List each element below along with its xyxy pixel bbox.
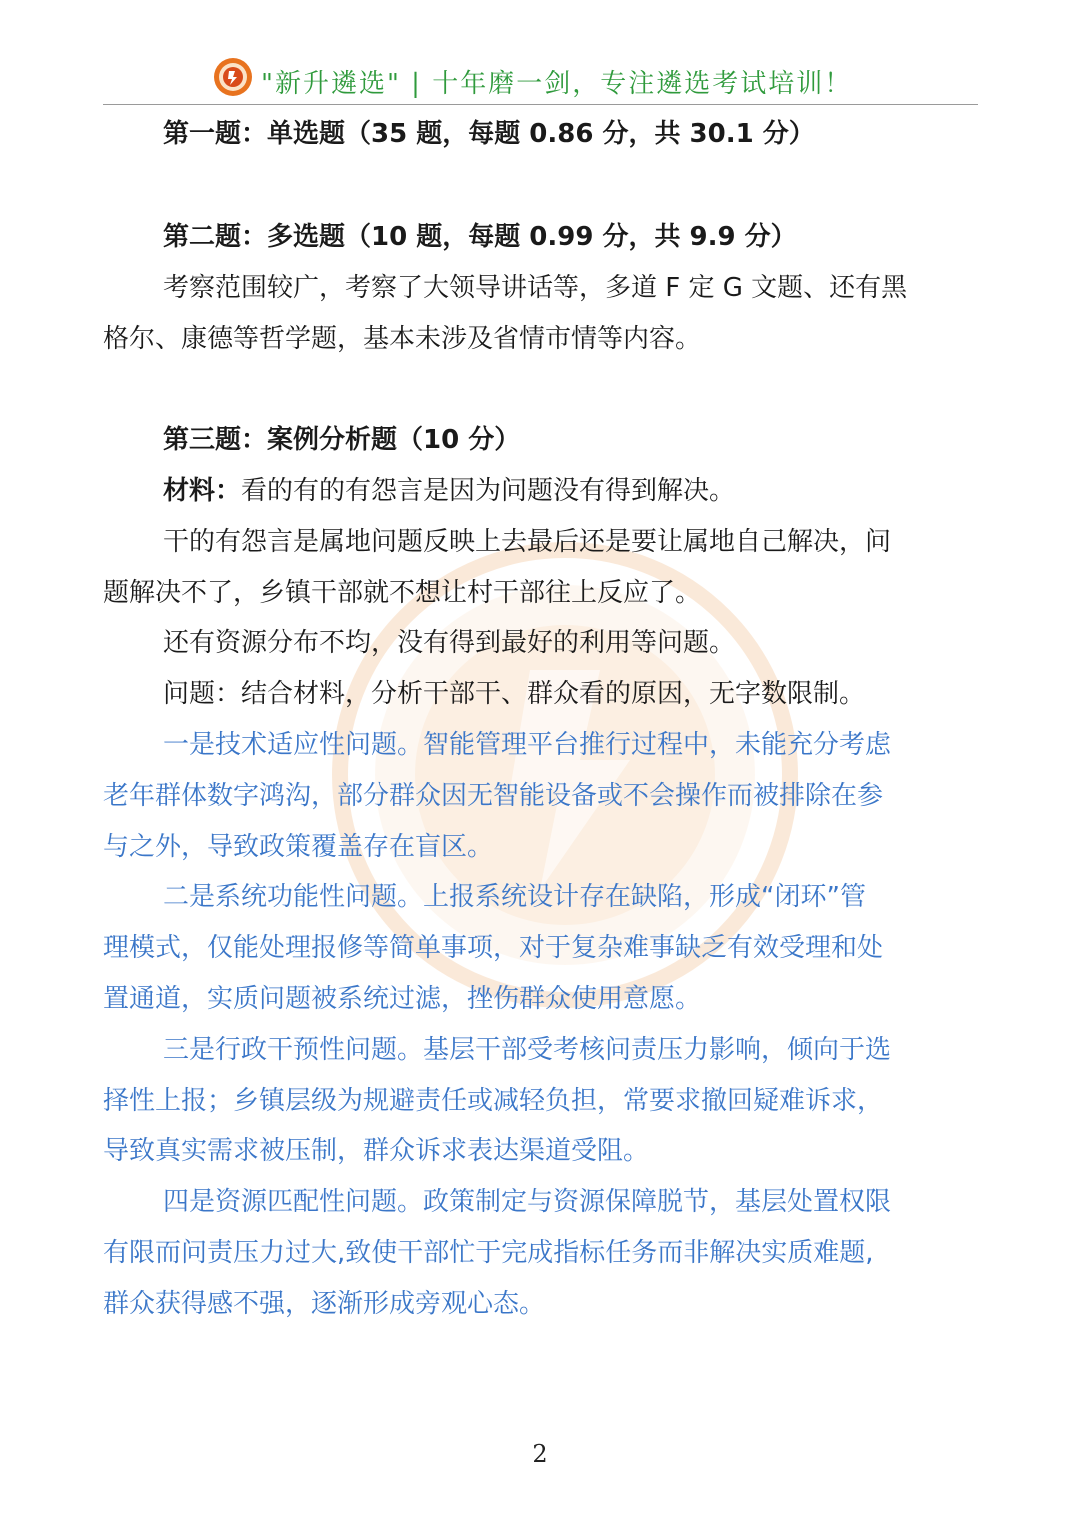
answer-3-line-1: 三是行政干预性问题。基层干部受考核问责压力影响，倾向于选 [163, 1035, 892, 1065]
material-text: 看的有的有怨言是因为问题没有得到解决。 [241, 476, 736, 506]
answer-1-line-1: 一是技术适应性问题。智能管理平台推行过程中，未能充分考虑 [163, 730, 892, 760]
q3-title: 第三题：案例分析题（10 分） [163, 425, 521, 455]
page-header [103, 52, 978, 105]
q1-title: 第一题：单选题（35 题，每题 0.86 分，共 30.1 分） [163, 119, 815, 149]
answer-1-line-3: 与之外，导致政策覆盖存在盲区。 [103, 832, 494, 862]
header-title: "新升遴选" | 十年磨一剑，专注遴选考试培训！ [261, 69, 853, 99]
answer-2-line-1: 二是系统功能性问题。上报系统设计存在缺陷，形成“闭环”管 [163, 882, 866, 912]
answer-1-line-2: 老年群体数字鸿沟，部分群众因无智能设备或不会操作而被排除在参 [103, 781, 884, 811]
q2-title: 第二题：多选题（10 题，每题 0.99 分，共 9.9 分） [163, 222, 797, 252]
question-line: 问题：结合材料，分析干部干、群众看的原因，无字数限制。 [163, 679, 866, 709]
brand-logo-icon [213, 57, 253, 97]
answer-3-line-2: 择性上报；乡镇层级为规避责任或减轻负担，常要求撤回疑难诉求， [103, 1086, 884, 1116]
paragraph-2: 还有资源分布不均，没有得到最好的利用等问题。 [163, 628, 736, 658]
material-line [103, 474, 1038, 508]
page-number: 2 [532, 1440, 548, 1468]
answer-4-line-2: 有限而问责压力过大,致使干部忙于完成指标任务而非解决实质难题, [103, 1238, 874, 1268]
answer-2-line-2: 理模式，仅能处理报修等简单事项，对于复杂难事缺乏有效受理和处 [103, 933, 884, 963]
answer-4-line-3: 群众获得感不强，逐渐形成旁观心态。 [103, 1289, 546, 1319]
paragraph-1-line-2: 题解决不了，乡镇干部就不想让村干部往上反应了。 [103, 578, 702, 608]
q2-description-line-2: 格尔、康德等哲学题，基本未涉及省情市情等内容。 [103, 324, 702, 354]
answer-4-line-1: 四是资源匹配性问题。政策制定与资源保障脱节，基层处置权限 [163, 1187, 892, 1217]
answer-2-line-3: 置通道，实质问题被系统过滤，挫伤群众使用意愿。 [103, 984, 702, 1014]
q2-description-line-1: 考察范围较广，考察了大领导讲话等，多道 F 定 G 文题、还有黑 [163, 273, 908, 303]
paragraph-1-line-1: 干的有怨言是属地问题反映上去最后还是要让属地自己解决，问 [163, 527, 892, 557]
material-label: 材料： [163, 476, 242, 506]
answer-3-line-3: 导致真实需求被压制，群众诉求表达渠道受阻。 [103, 1136, 650, 1166]
